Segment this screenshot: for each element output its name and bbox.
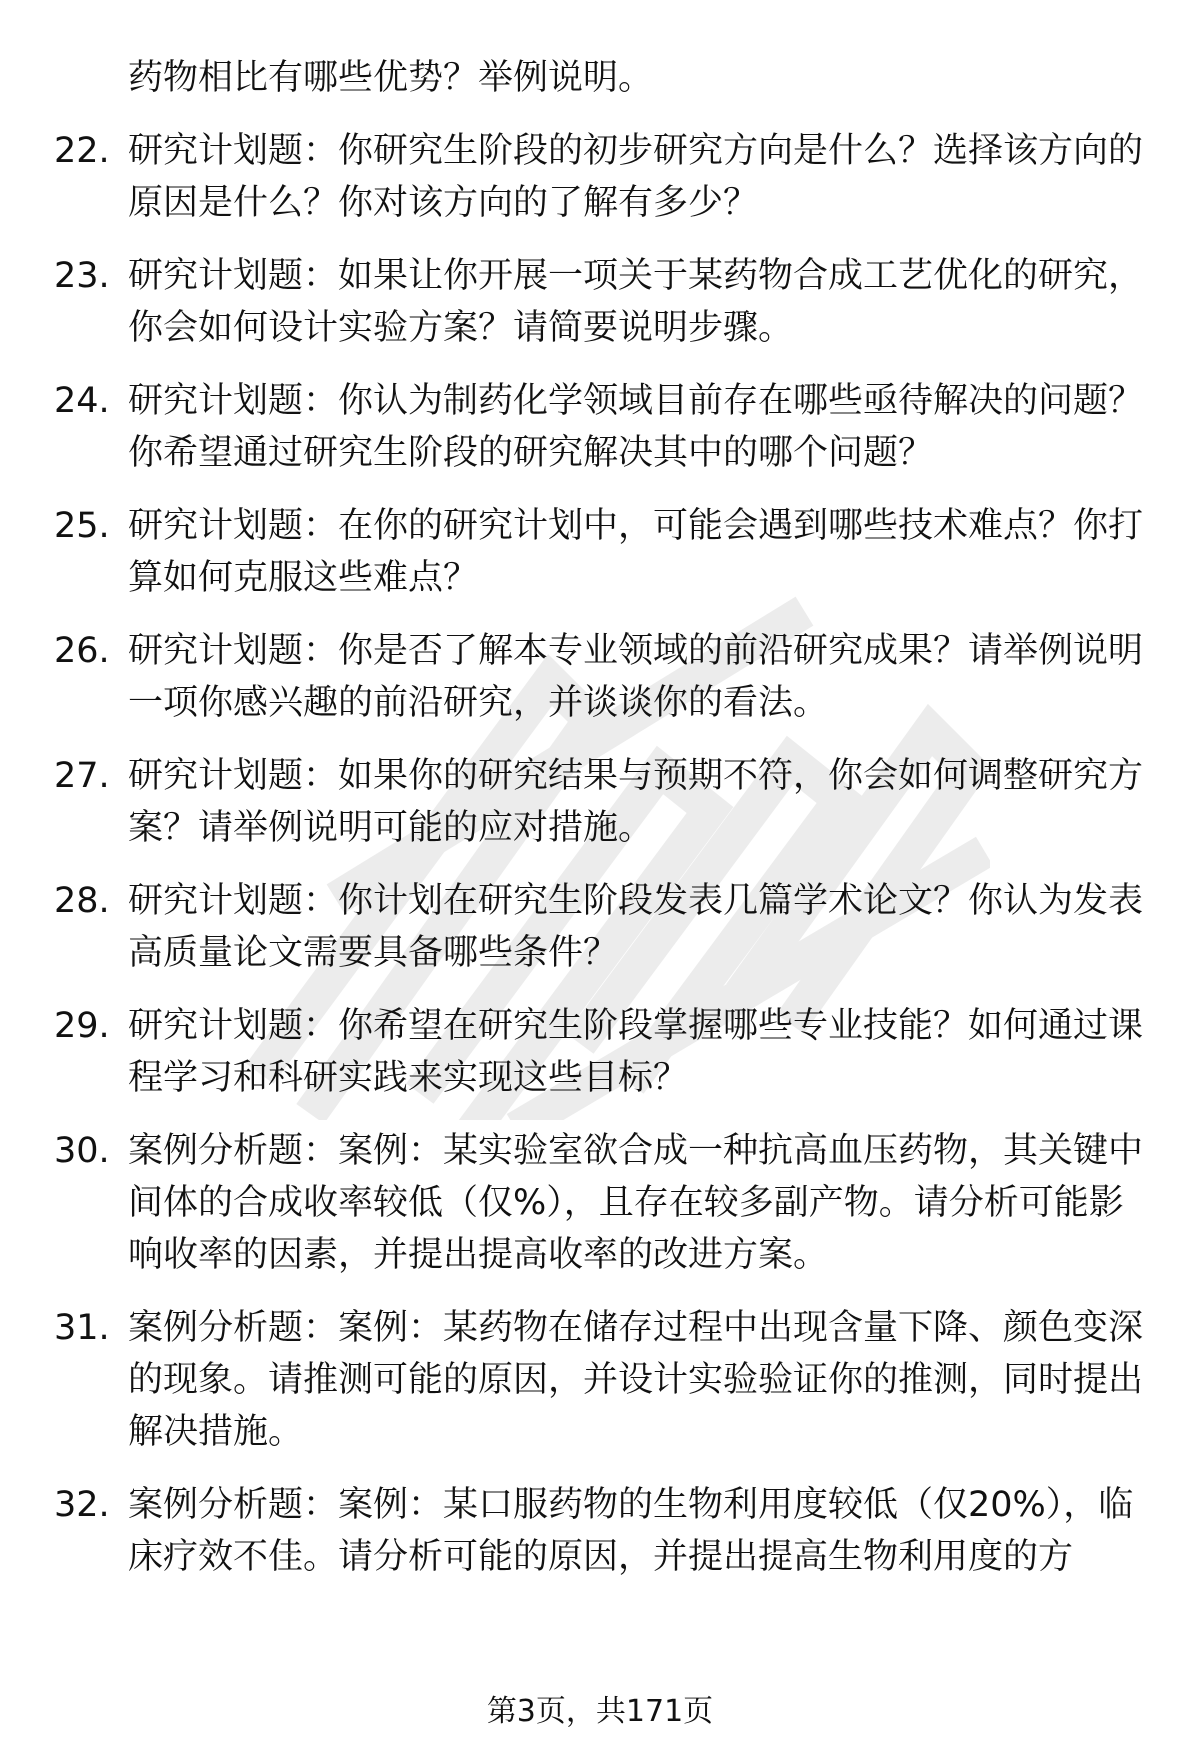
question-text: 研究计划题：如果你的研究结果与预期不符，你会如何调整研究方案？请举例说明可能的应对措施。 (128, 756, 1144, 848)
question-number: 22. (54, 131, 110, 171)
continuation-text: 药物相比有哪些优势？举例说明。 (128, 58, 654, 98)
question-text: 研究计划题：你认为制药化学领域目前存在哪些亟待解决的问题？你希望通过研究生阶段的研究解决其中的哪个问题？ (128, 381, 1144, 473)
question-item (54, 1302, 1144, 1458)
question-item (54, 875, 1144, 979)
question-number: 32. (54, 1485, 110, 1525)
question-text: 研究计划题：你研究生阶段的初步研究方向是什么？选择该方向的原因是什么？你对该方向的了解有多少？ (128, 131, 1144, 223)
question-item (54, 1479, 1144, 1583)
question-text: 研究计划题：你计划在研究生阶段发表几篇学术论文？你认为发表高质量论文需要具备哪些条件？ (128, 881, 1144, 973)
question-number: 28. (54, 881, 110, 921)
question-text: 案例分析题：案例：某口服药物的生物利用度较低（仅20%），临床疗效不佳。请分析可能的原因，并提出提高生物利用度的方 (128, 1485, 1134, 1577)
question-item (54, 250, 1144, 354)
page-footer: 第3页，共171页 (486, 1694, 714, 1729)
question-item (54, 1125, 1144, 1281)
question-text: 研究计划题：你是否了解本专业领域的前沿研究成果？请举例说明一项你感兴趣的前沿研究，并谈谈你的看法。 (128, 631, 1144, 723)
question-text: 研究计划题：如果让你开展一项关于某药物合成工艺优化的研究，你会如何设计实验方案？请简要说明步骤。 (128, 256, 1144, 348)
question-number: 23. (54, 256, 110, 296)
question-number: 26. (54, 631, 110, 671)
question-text: 案例分析题：案例：某实验室欲合成一种抗高血压药物，其关键中间体的合成收率较低（仅%），且存在较多副产物。请分析可能影响收率的因素，并提出提高收率的改进方案。 (128, 1131, 1144, 1275)
question-item (54, 750, 1144, 854)
question-number: 30. (54, 1131, 110, 1171)
question-number: 31. (54, 1308, 110, 1348)
question-number: 29. (54, 1006, 110, 1046)
question-number: 24. (54, 381, 110, 421)
question-item (54, 625, 1144, 729)
question-list (54, 52, 1144, 1604)
question-number: 27. (54, 756, 110, 796)
question-item (54, 1000, 1144, 1104)
question-text: 案例分析题：案例：某药物在储存过程中出现含量下降、颜色变深的现象。请推测可能的原因，并设计实验验证你的推测，同时提出解决措施。 (128, 1308, 1144, 1452)
question-item (54, 375, 1144, 479)
question-text: 研究计划题：在你的研究计划中，可能会遇到哪些技术难点？你打算如何克服这些难点？ (128, 506, 1144, 598)
question-text: 研究计划题：你希望在研究生阶段掌握哪些专业技能？如何通过课程学习和科研实践来实现这些目标？ (128, 1006, 1144, 1098)
question-item (54, 125, 1144, 229)
question-number: 25. (54, 506, 110, 546)
question-item (54, 500, 1144, 604)
